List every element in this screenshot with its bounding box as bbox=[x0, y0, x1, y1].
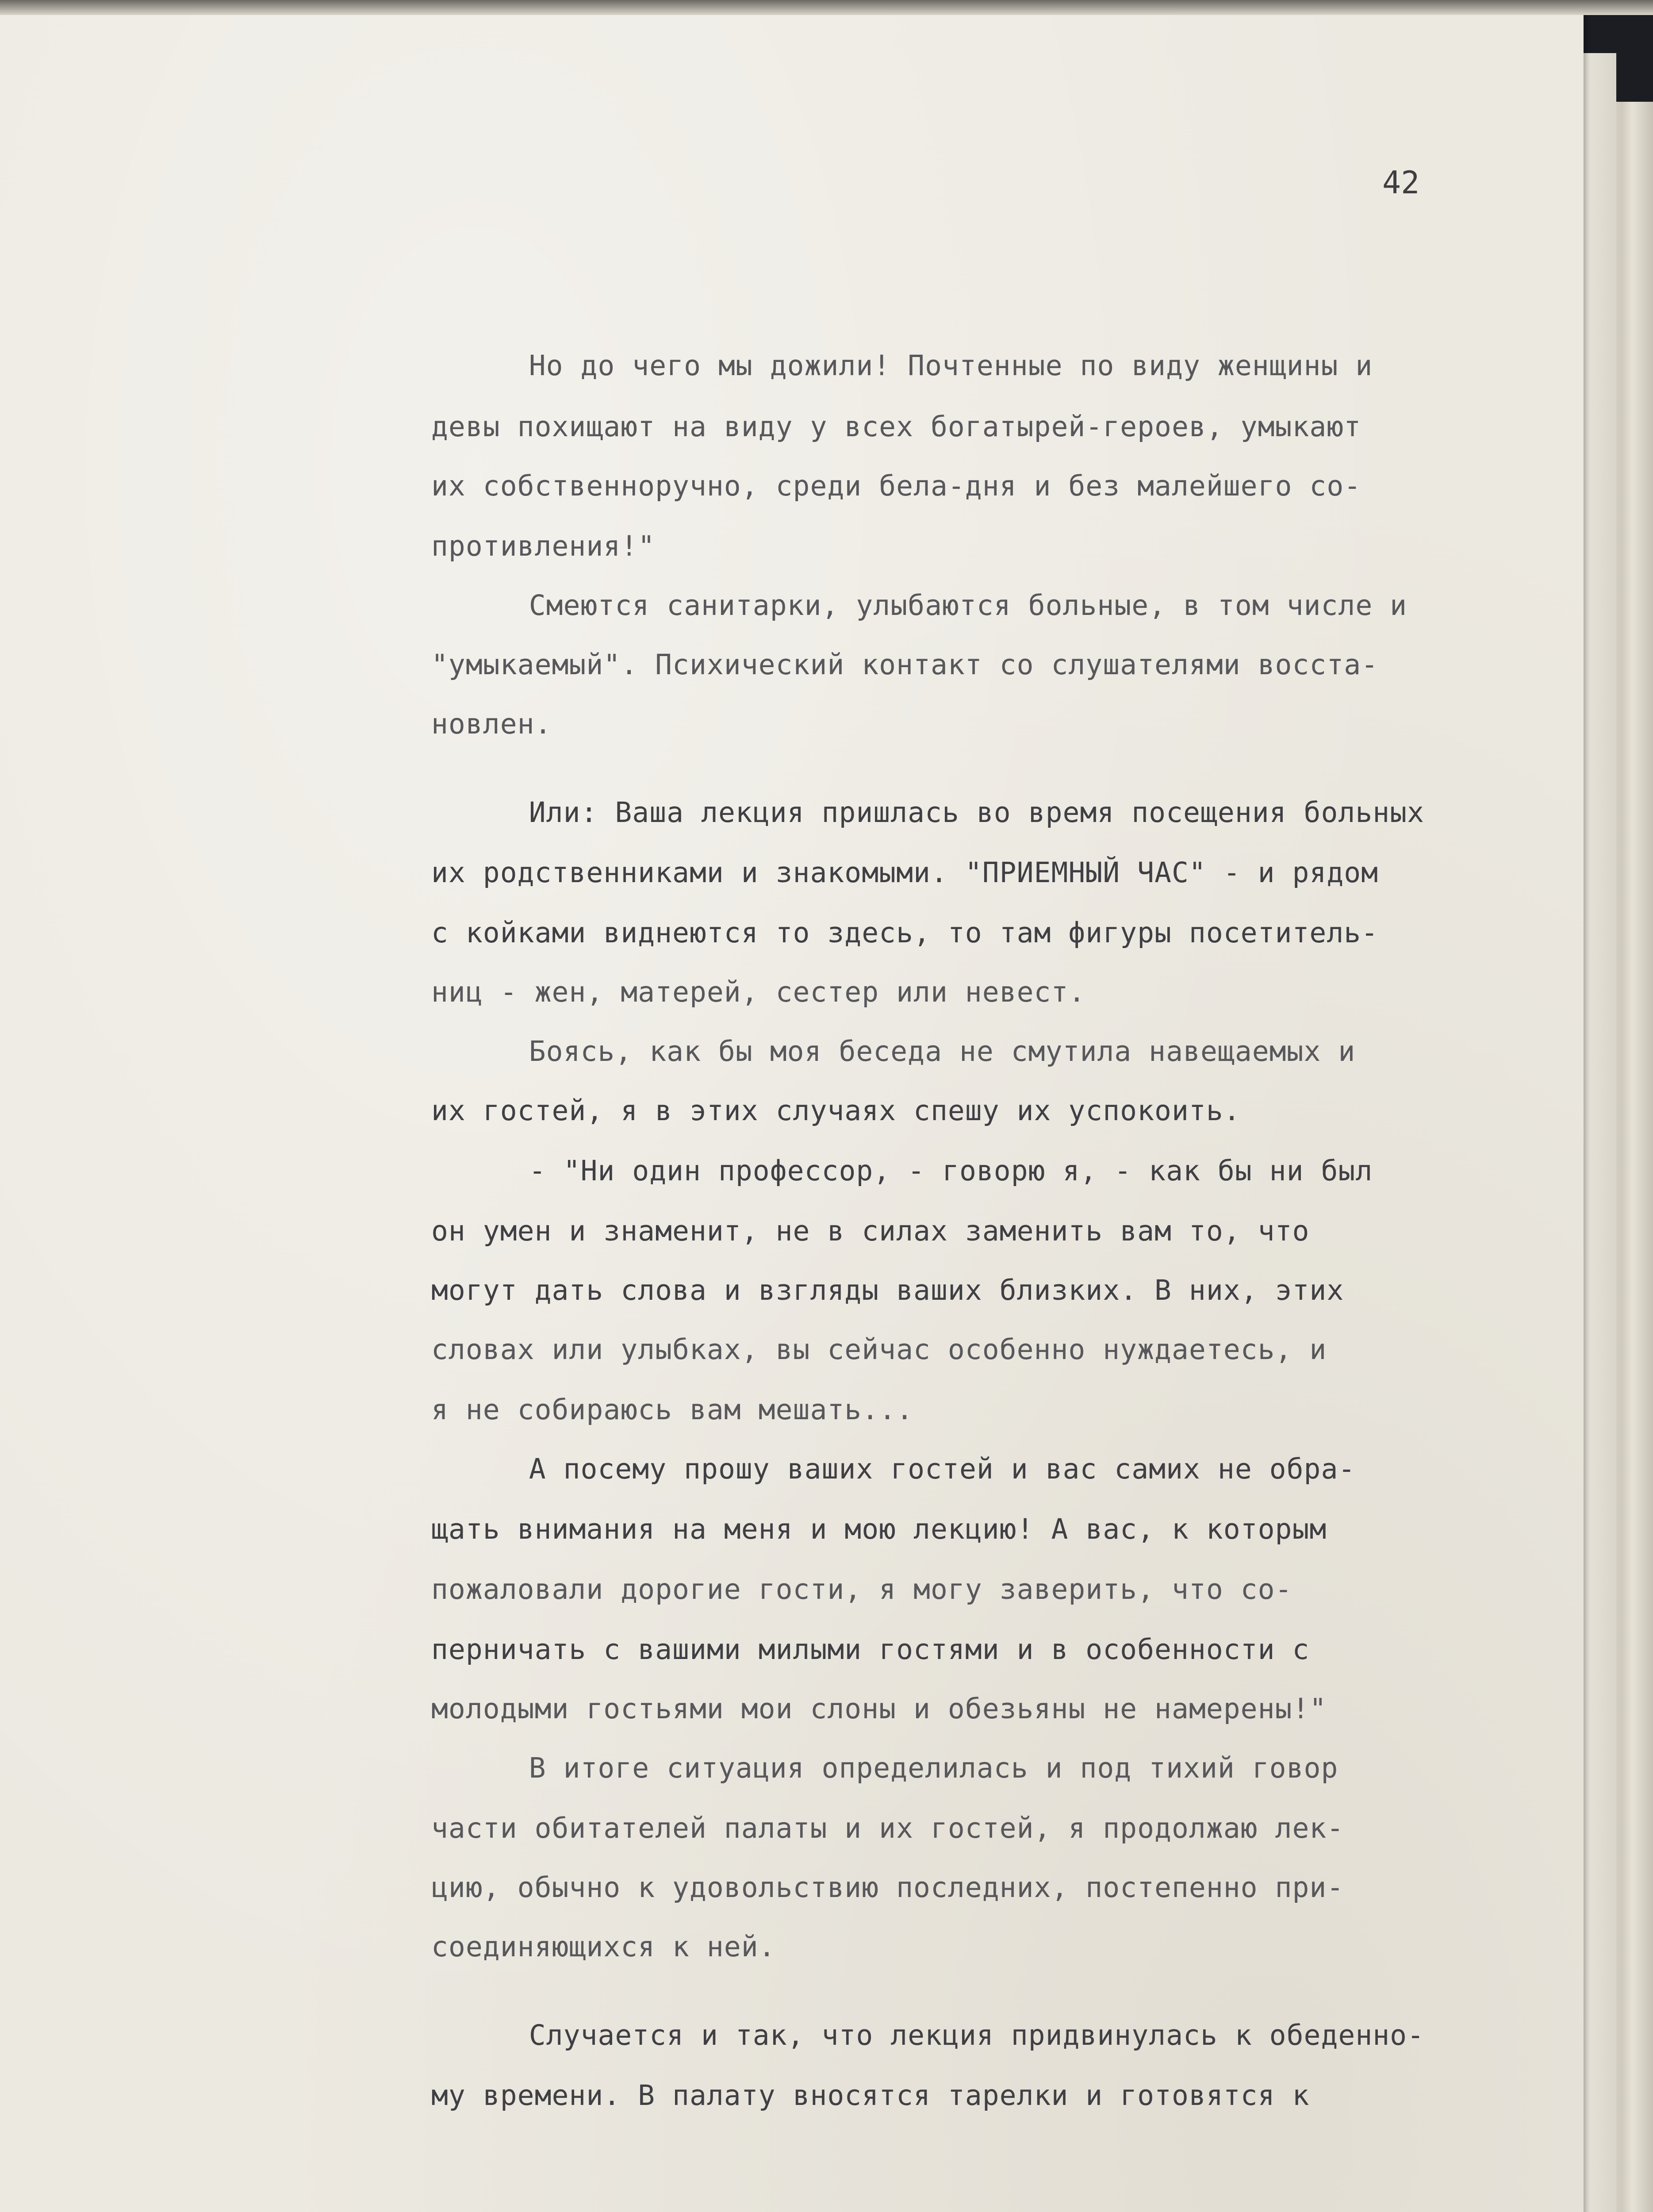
page-number: 42 bbox=[1382, 165, 1420, 201]
top-edge-shadow bbox=[0, 0, 1653, 15]
text-line: - "Ни один профессор, - говорю я, - как бы ни был bbox=[460, 1155, 1373, 1187]
text-line: Но до чего мы дожили! Почтенные по виду женщины и bbox=[460, 349, 1373, 382]
text-line: пожаловали дорогие гости, я могу заверить, что со- bbox=[431, 1573, 1292, 1605]
text-line: Случается и так, что лекция придвинулась к обеденно- bbox=[460, 2019, 1425, 2051]
text-line: Или: Ваша лекция пришлась во время посещения больных bbox=[460, 796, 1425, 829]
text-line: их родственниками и знакомыми. "ПРИЕМНЫЙ ЧАС" - и рядом bbox=[431, 856, 1379, 889]
text-body bbox=[431, 0, 1575, 2112]
text-line: новлен. bbox=[431, 708, 552, 740]
text-line: Смеются санитарки, улыбаются больные, в том числе и bbox=[460, 589, 1408, 622]
text-line: части обитателей палаты и их гостей, я продолжаю лек- bbox=[431, 1812, 1344, 1844]
text-line: могут дать слова и взгляды ваших близких. В них, этих bbox=[431, 1274, 1344, 1306]
text-line: му времени. В палату вносятся тарелки и готовятся к bbox=[431, 2079, 1310, 2112]
text-line: с койками виднеются то здесь, то там фигуры посетитель- bbox=[431, 917, 1379, 949]
text-line: перничать с вашими милыми гостями и в особенности с bbox=[431, 1633, 1310, 1666]
text-line: их гостей, я в этих случаях спешу их успокоить. bbox=[431, 1094, 1241, 1127]
text-line: ниц - жен, матерей, сестер или невест. bbox=[431, 976, 1086, 1008]
text-line: А посему прошу ваших гостей и вас самих не обра- bbox=[460, 1453, 1356, 1485]
text-line: молодыми гостьями мои слоны и обезьяны не намерены!" bbox=[431, 1693, 1327, 1725]
text-line: я не собираюсь вам мешать... bbox=[431, 1394, 914, 1426]
text-line: их собственноручно, среди бела-дня и без малейшего со- bbox=[431, 470, 1362, 502]
text-line: Боясь, как бы моя беседа не смутила навещаемых и bbox=[460, 1035, 1356, 1068]
text-line: В итоге ситуация определилась и под тихий говор bbox=[460, 1752, 1339, 1784]
text-line: "умыкаемый". Психический контакт со слушателями восста- bbox=[431, 649, 1379, 681]
text-line: словах или улыбках, вы сейчас особенно нуждаетесь, и bbox=[431, 1333, 1327, 1366]
text-line: девы похищают на виду у всех богатырей-героев, умыкают bbox=[431, 411, 1362, 443]
text-line: он умен и знаменит, не в силах заменить вам то, что bbox=[431, 1215, 1310, 1247]
text-line: соединяющихся к ней. bbox=[431, 1931, 776, 1963]
text-line: щать внимания на меня и мою лекцию! А вас, к которым bbox=[431, 1513, 1327, 1545]
text-line: противления!" bbox=[431, 530, 656, 562]
text-line: цию, обычно к удовольствию последних, постепенно при- bbox=[431, 1871, 1344, 1904]
